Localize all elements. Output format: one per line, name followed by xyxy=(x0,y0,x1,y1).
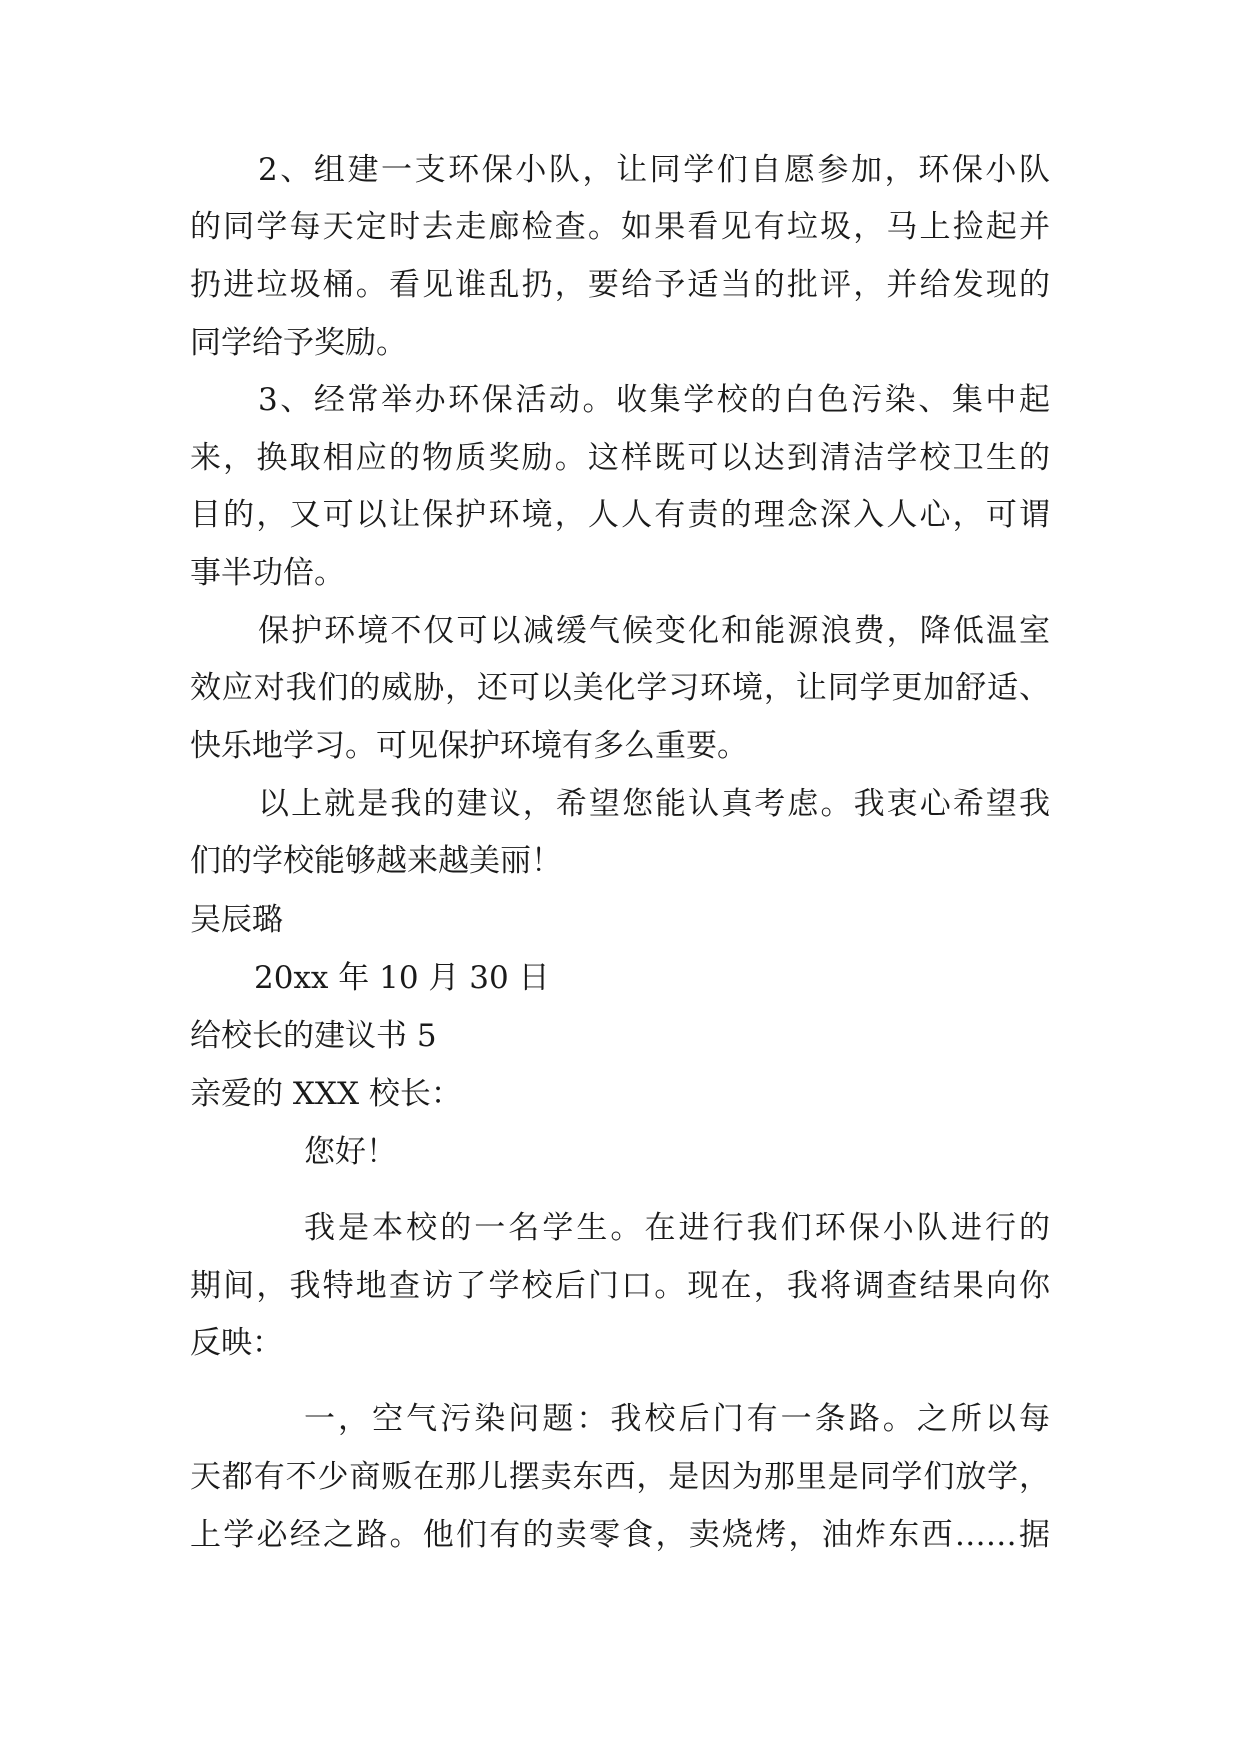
greeting: 您好！ xyxy=(304,1134,397,1170)
signature-name: 吴辰璐 xyxy=(190,902,283,938)
signature-date: 20xx 年 10 月 30 日 xyxy=(254,960,550,996)
section-title: 给校长的建议书 5 xyxy=(190,1018,437,1054)
paragraph-line: 来，换取相应的物质奖励。这样既可以达到清洁学校卫生的 xyxy=(190,440,1050,476)
paragraph-line: 3、经常举办环保活动。收集学校的白色污染、集中起 xyxy=(258,382,1050,418)
salutation: 亲爱的 XXX 校长： xyxy=(190,1076,462,1112)
paragraph-line: 目的，又可以让保护环境，人人有责的理念深入人心，可谓 xyxy=(190,497,1050,533)
paragraph-line: 2、组建一支环保小队，让同学们自愿参加，环保小队 xyxy=(258,152,1050,188)
paragraph-line: 反映： xyxy=(190,1325,283,1361)
paragraph-line: 扔进垃圾桶。看见谁乱扔，要给予适当的批评，并给发现的 xyxy=(190,267,1050,303)
paragraph-line: 一，空气污染问题：我校后门有一条路。之所以每 xyxy=(304,1401,1050,1437)
paragraph-line: 期间，我特地查访了学校后门口。现在，我将调查结果向你 xyxy=(190,1268,1050,1304)
paragraph-line: 我是本校的一名学生。在进行我们环保小队进行的 xyxy=(304,1210,1050,1246)
paragraph-line: 天都有不少商贩在那儿摆卖东西，是因为那里是同学们放学， xyxy=(190,1459,1050,1495)
paragraph-line: 事半功倍。 xyxy=(190,555,345,591)
paragraph-line: 保护环境不仅可以减缓气候变化和能源浪费，降低温室 xyxy=(258,613,1050,649)
paragraph-line: 效应对我们的威胁，还可以美化学习环境，让同学更加舒适、 xyxy=(190,670,1050,706)
paragraph-line: 的同学每天定时去走廊检查。如果看见有垃圾，马上捡起并 xyxy=(190,209,1050,245)
paragraph-line: 快乐地学习。可见保护环境有多么重要。 xyxy=(190,728,748,764)
paragraph-line: 同学给予奖励。 xyxy=(190,325,407,361)
paragraph-line: 们的学校能够越来越美丽！ xyxy=(190,843,562,879)
paragraph-line: 以上就是我的建议，希望您能认真考虑。我衷心希望我 xyxy=(258,786,1050,822)
paragraph-line: 上学必经之路。他们有的卖零食，卖烧烤，油炸东西……据 xyxy=(190,1517,1050,1553)
